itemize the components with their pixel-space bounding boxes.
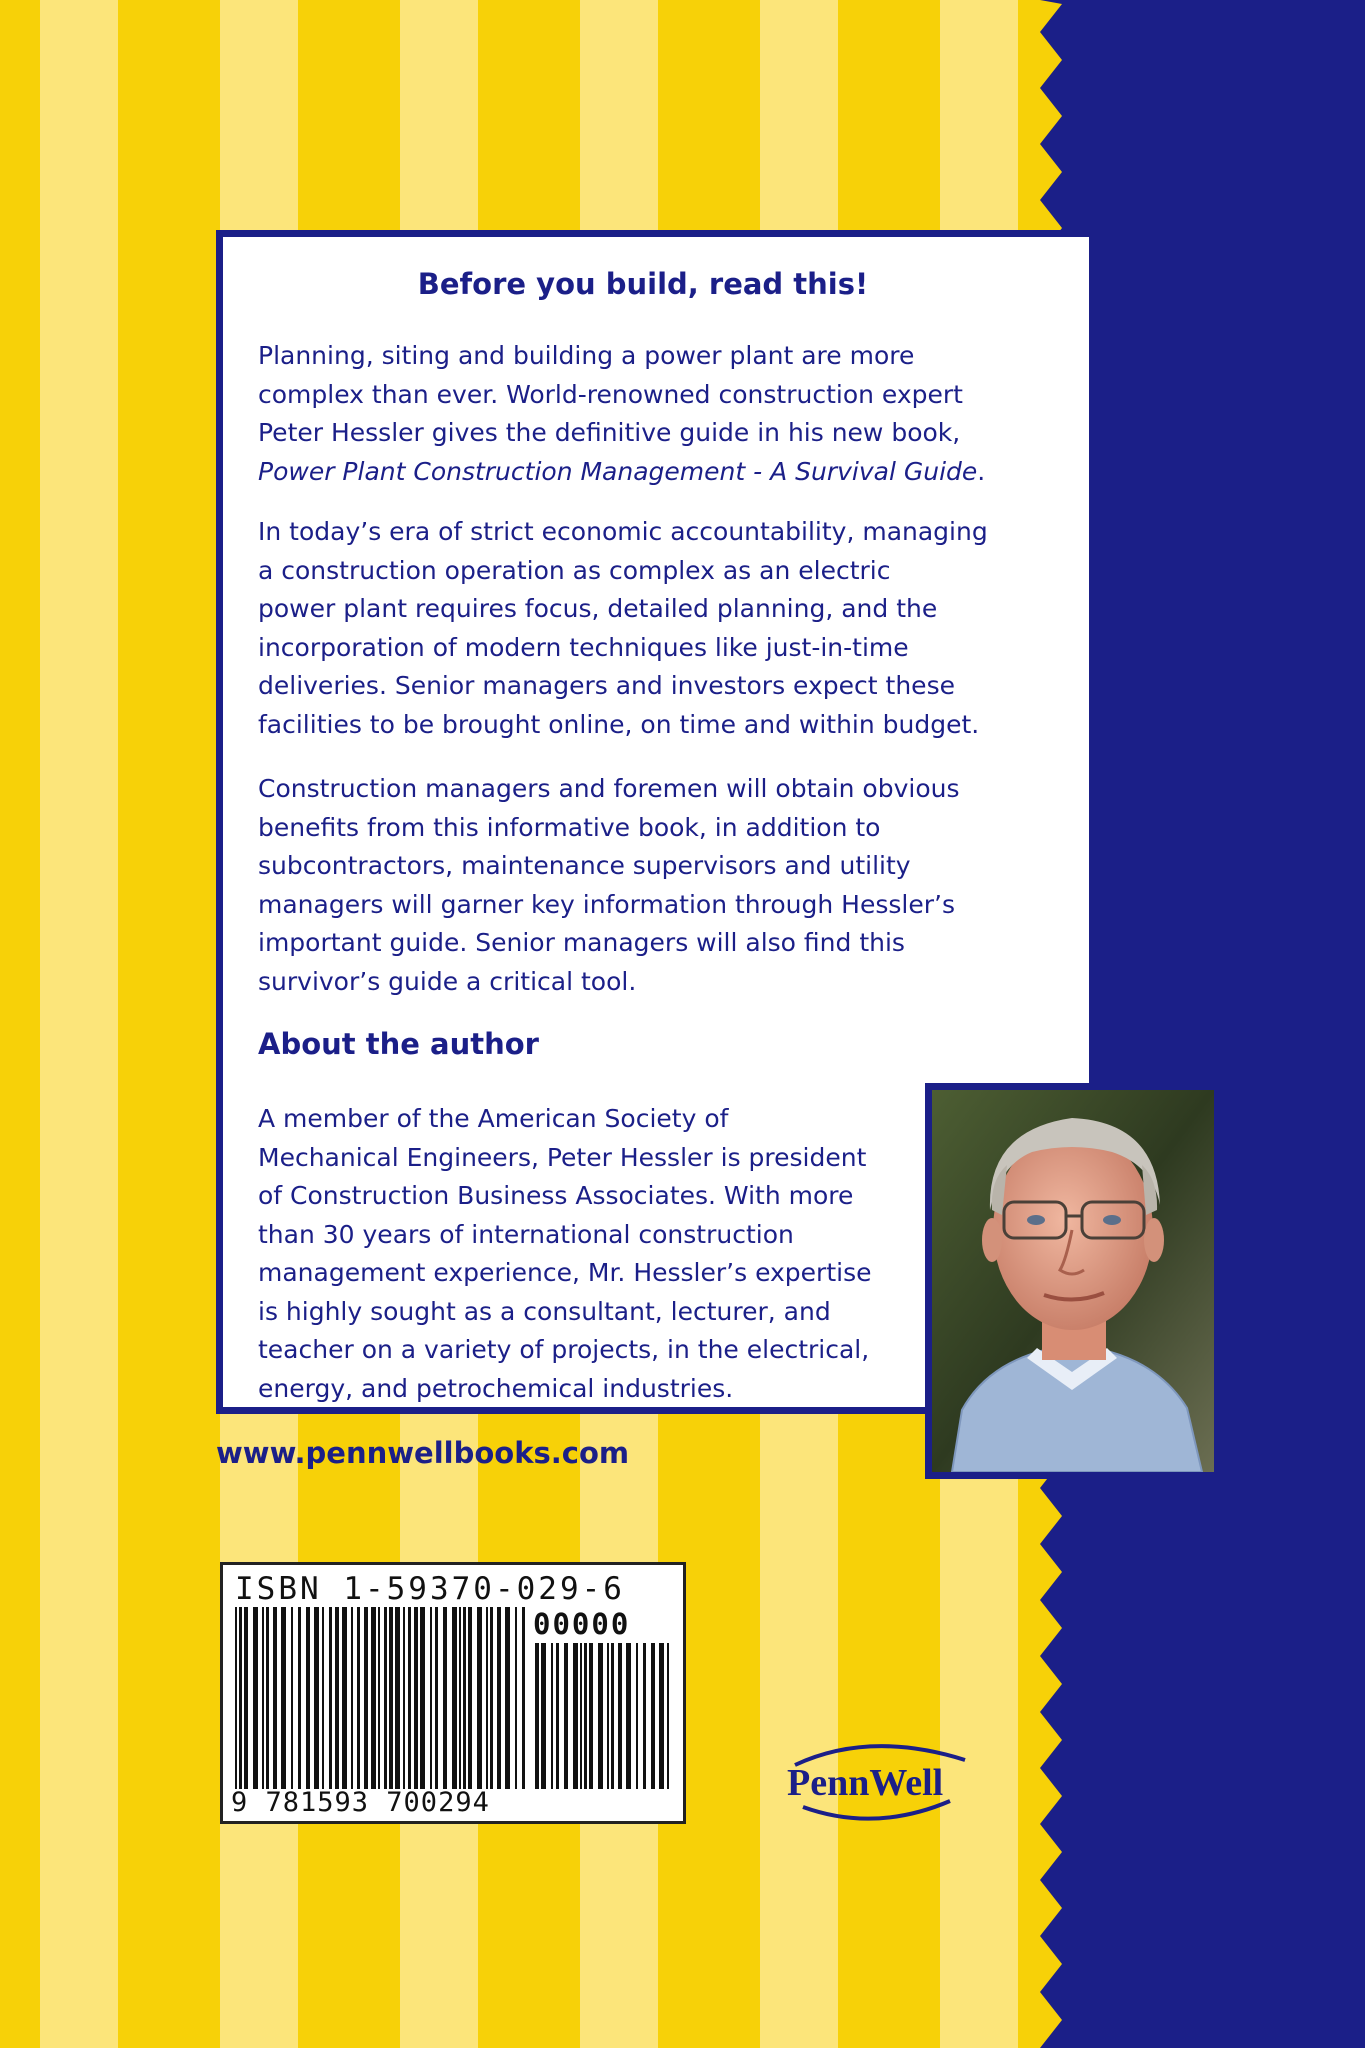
barcode-bar <box>468 1607 472 1789</box>
text-line: Planning, siting and building a power plant are more <box>258 341 915 370</box>
barcode-bar <box>515 1607 517 1789</box>
barcode-bars-addon <box>535 1643 670 1789</box>
text-line: managers will garner key information through Hessler’s <box>258 889 955 919</box>
barcode-bar <box>239 1607 242 1789</box>
barcode-bar <box>291 1607 293 1789</box>
barcode-bar <box>389 1607 393 1789</box>
text-line: teacher on a variety of projects, in the electrical, <box>258 1335 870 1364</box>
barcode-bar <box>580 1643 582 1789</box>
text-line: Construction managers and foremen will obtain obvious <box>258 774 960 803</box>
description-paragraph-3 <box>258 770 1048 1001</box>
barcode-bar <box>262 1607 264 1789</box>
text-line: of Construction Business Associates. With more <box>258 1181 854 1210</box>
barcode-bar <box>342 1607 347 1789</box>
barcode-bar <box>414 1607 418 1789</box>
barcode-bar <box>430 1607 432 1789</box>
barcode-bar <box>643 1643 646 1789</box>
barcode-bar <box>490 1607 493 1789</box>
barcode-bar <box>420 1607 425 1789</box>
barcode-bar <box>357 1607 360 1789</box>
barcode-bar <box>314 1607 319 1789</box>
text-line: than 30 years of international construction <box>258 1219 794 1249</box>
barcode-bar <box>273 1607 277 1789</box>
barcode-bar <box>535 1643 539 1789</box>
author-photo <box>925 1083 1221 1479</box>
text-line: incorporation of modern techniques like just-in-time <box>258 632 909 662</box>
barcode-bar <box>435 1607 438 1789</box>
isbn-barcode <box>220 1562 686 1824</box>
barcode-bar <box>556 1643 559 1789</box>
barcode-bar <box>298 1607 301 1789</box>
barcode-bar <box>371 1607 376 1789</box>
ean-number: 9 781593 700294 <box>231 1787 490 1818</box>
isbn-number: ISBN 1-59370-029-6 <box>235 1571 625 1607</box>
text-line: is highly sought as a consultant, lecturer, and <box>258 1296 831 1326</box>
barcode-bar <box>244 1607 248 1789</box>
barcode-bar <box>584 1643 587 1789</box>
barcode-bar <box>378 1607 380 1789</box>
barcode-bar <box>564 1643 568 1789</box>
publisher-website: www.pennwellbooks.com <box>216 1436 630 1470</box>
book-title-italic: Power Plant Construction Management - A Survival Guide <box>258 456 978 486</box>
barcode-bar <box>573 1643 578 1789</box>
publisher-name: PennWell <box>787 1762 944 1804</box>
barcode-bar <box>607 1643 609 1789</box>
barcode-bar <box>497 1607 501 1789</box>
panel-heading: Before you build, read this! <box>417 267 869 301</box>
barcode-bar <box>364 1607 368 1789</box>
barcode-bar <box>651 1643 655 1789</box>
barcode-bar <box>395 1607 400 1789</box>
barcode-bar <box>667 1643 669 1789</box>
barcode-bar <box>626 1643 631 1789</box>
barcode-bar <box>266 1607 269 1789</box>
barcode-bar <box>659 1643 664 1789</box>
text-line: In today’s era of strict economic accountability, managing <box>258 517 988 546</box>
barcode-bar <box>589 1643 593 1789</box>
text-line: complex than ever. World-renowned construction expert <box>258 379 963 409</box>
barcode-bar <box>452 1607 457 1789</box>
text-line: survivor’s guide a critical tool. <box>258 966 637 996</box>
barcode-bar <box>443 1607 447 1789</box>
text-line: Mechanical Engineers, Peter Hessler is president <box>258 1142 867 1172</box>
author-bio <box>258 1100 918 1408</box>
barcode-bar <box>551 1643 553 1789</box>
barcode-bar <box>541 1643 546 1789</box>
barcode-bar <box>598 1643 603 1789</box>
author-heading: About the author <box>258 1027 539 1061</box>
barcode-bar <box>235 1607 237 1789</box>
text-line: a construction operation as complex as an electric <box>258 555 891 585</box>
barcode-bar <box>618 1643 622 1789</box>
barcode-bar <box>408 1607 411 1789</box>
pennwell-logo <box>775 1735 985 1825</box>
barcode-bar <box>611 1643 614 1789</box>
text-line: A member of the American Society of <box>258 1104 729 1133</box>
barcode-bar <box>253 1607 258 1789</box>
barcode-bars-main <box>235 1607 525 1789</box>
text-line: energy, and petrochemical industries. <box>258 1373 734 1403</box>
barcode-bar <box>477 1607 482 1789</box>
text-line: deliveries. Senior managers and investors expect these <box>258 671 955 700</box>
barcode-bar <box>335 1607 339 1789</box>
text-line-end: . <box>977 456 986 486</box>
text-line: power plant requires focus, detailed planning, and the <box>258 594 938 623</box>
barcode-bar <box>306 1607 310 1789</box>
barcode-bar <box>281 1607 286 1789</box>
text-line: management experience, Mr. Hessler’s expertise <box>258 1258 872 1287</box>
barcode-bar <box>403 1607 405 1789</box>
barcode-bar <box>463 1607 466 1789</box>
text-line: benefits from this informative book, in addition to <box>258 812 881 842</box>
barcode-bar <box>351 1607 353 1789</box>
text-line: Peter Hessler gives the definitive guide in his new book, <box>258 418 961 447</box>
price-code: 00000 <box>533 1607 631 1641</box>
author-portrait-illustration <box>932 1090 1214 1472</box>
text-line: important guide. Senior managers will also find this <box>258 928 905 957</box>
barcode-bar <box>486 1607 488 1789</box>
barcode-bar <box>384 1607 387 1789</box>
barcode-bar <box>459 1607 461 1789</box>
text-line: subcontractors, maintenance supervisors and utility <box>258 851 911 880</box>
text-line: facilities to be brought online, on time and within budget. <box>258 709 980 739</box>
barcode-bar <box>329 1607 332 1789</box>
description-paragraph-1 <box>258 337 1048 491</box>
barcode-bar <box>322 1607 324 1789</box>
barcode-bar <box>522 1607 525 1789</box>
barcode-bar <box>636 1643 638 1789</box>
description-paragraph-2 <box>258 513 1048 744</box>
barcode-bar <box>505 1607 510 1789</box>
